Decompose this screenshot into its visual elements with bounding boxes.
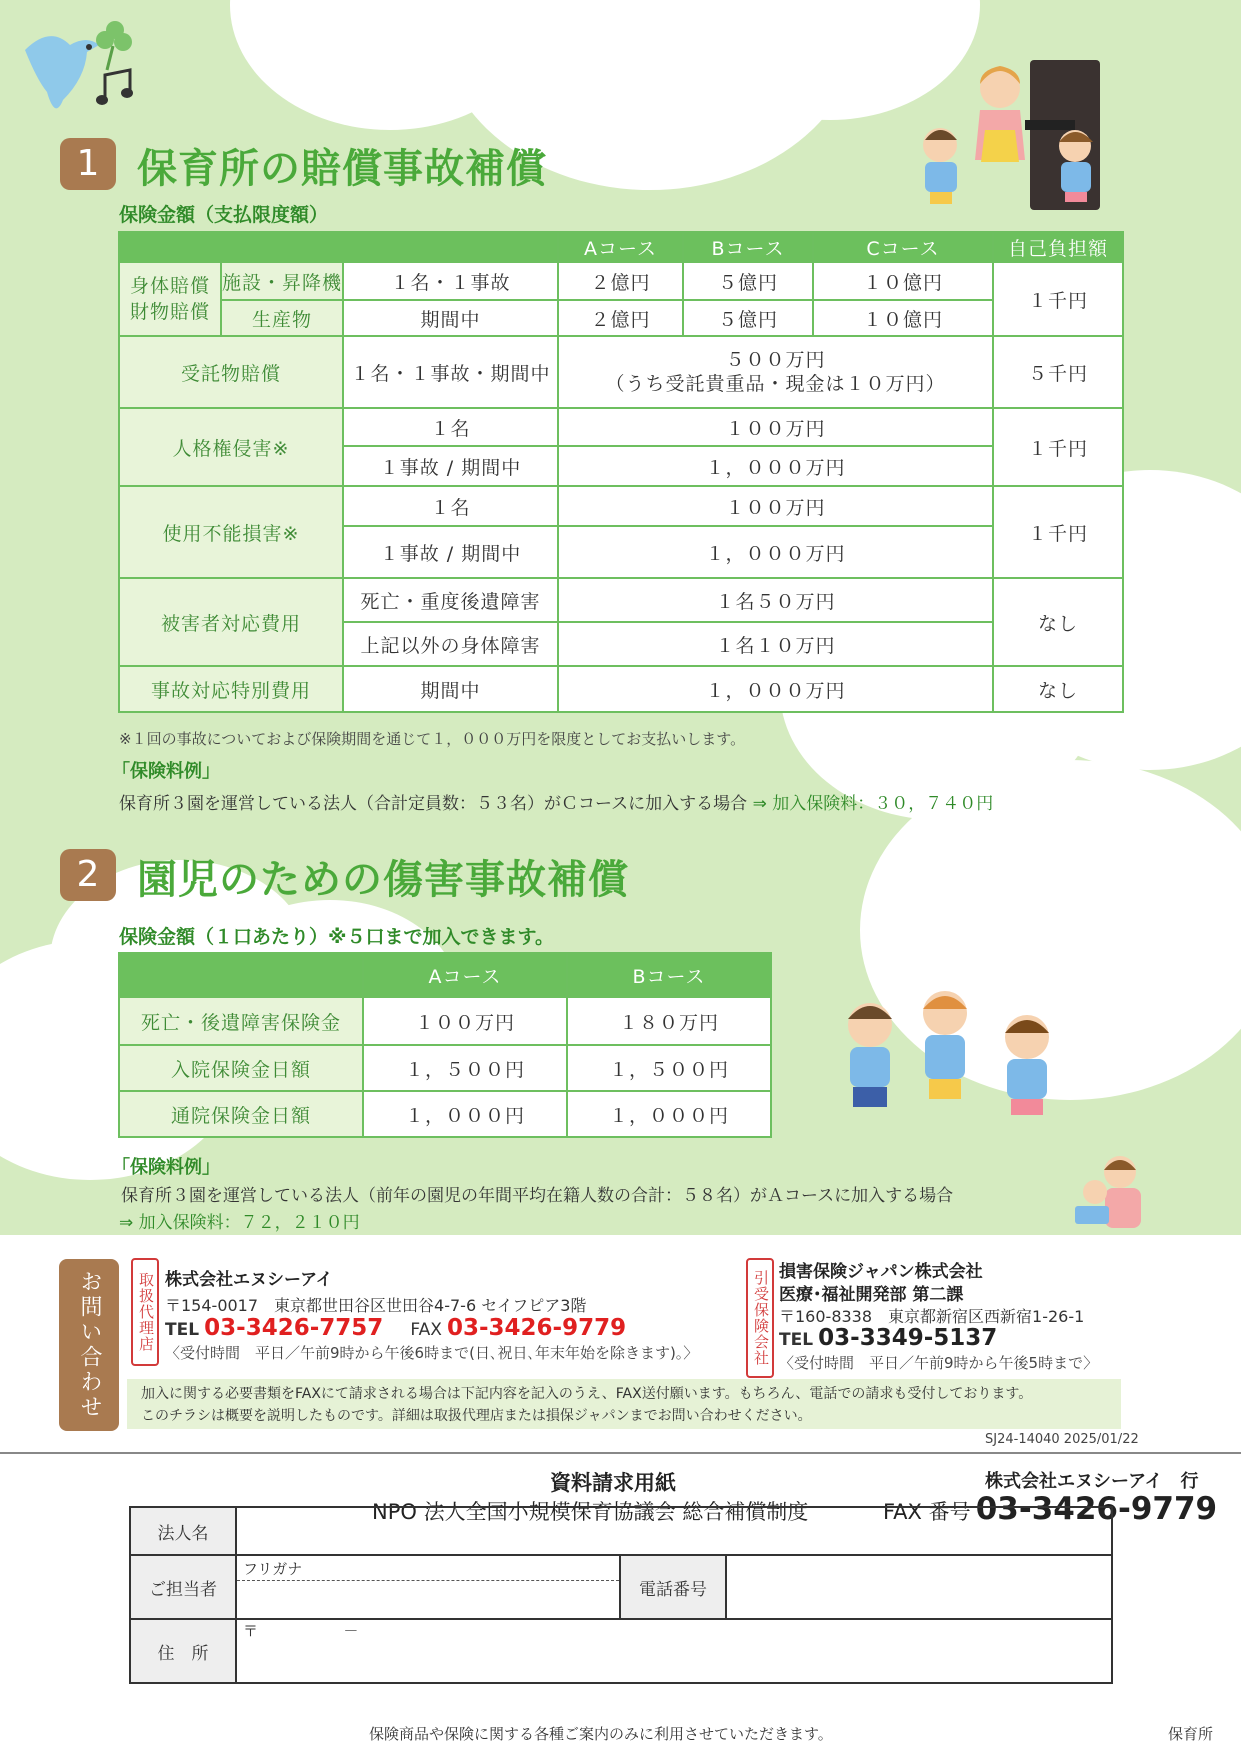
insurer-tag: 引受保険会社 bbox=[746, 1258, 774, 1378]
row-victim-deductible: なし bbox=[993, 578, 1123, 666]
row-product-b: ５億円 bbox=[683, 300, 813, 336]
form-postal-dash: － bbox=[343, 1622, 359, 1640]
section1-subheading: 保険金額（支払限度額） bbox=[119, 204, 329, 226]
row-victim-label: 被害者対応費用 bbox=[119, 578, 343, 666]
form-phone-field[interactable] bbox=[726, 1555, 1112, 1619]
table-header-blank bbox=[119, 232, 558, 262]
s2-header-blank bbox=[119, 953, 363, 997]
row-loss-of-use-cond-b: １事故 / 期間中 bbox=[343, 526, 558, 578]
row-custody-amount-note: （うち受託貴重品・現金は１０万円） bbox=[605, 373, 946, 395]
form-title: 資料請求用紙 bbox=[550, 1471, 676, 1495]
table-header-course-c: Cコース bbox=[813, 232, 993, 262]
section2-number: 2 bbox=[60, 849, 116, 901]
agent-fax-label: FAX bbox=[410, 1320, 442, 1340]
contact-notice-line2: このチラシは概要を説明したものです。詳細は取扱代理店または損保ジャパンまでお問い合わせください。 bbox=[141, 1408, 812, 1424]
contact-tab: お問い合わせ先 bbox=[59, 1259, 119, 1431]
form-person-field[interactable] bbox=[236, 1555, 620, 1619]
form-furigana-label: フリガナ bbox=[237, 1556, 619, 1581]
section1-example-premium: ⇒ 加入保険料：３０，７４０円 bbox=[752, 794, 994, 814]
row-custody-deductible: ５千円 bbox=[993, 336, 1123, 408]
s2-row-hospital-a: １，５００円 bbox=[363, 1045, 567, 1091]
request-form-table bbox=[129, 1506, 1113, 1684]
form-fax-number: 03-3426-9779 bbox=[975, 1491, 1218, 1527]
agent-tel-label: TEL bbox=[165, 1320, 200, 1340]
section1-number: 1 bbox=[60, 138, 116, 190]
agent-name: 株式会社エヌシーアイ bbox=[165, 1270, 333, 1290]
contact-notice-line1: 加入に関する必要書類をFAXにて請求される場合は下記内容を記入のうえ、FAX送付願います。もちろん、電話での請求も受付しております。 bbox=[141, 1386, 1033, 1402]
row-product-a: ２億円 bbox=[558, 300, 683, 336]
row-facility-label: 施設・昇降機 bbox=[221, 262, 343, 300]
row-loss-of-use-label: 使用不能損害※ bbox=[119, 486, 343, 578]
row-loss-of-use-val-a: １００万円 bbox=[558, 486, 993, 526]
document-code: SJ24-14040 2025/01/22 bbox=[985, 1432, 1139, 1447]
section2-example-premium: ⇒ 加入保険料：７２，２１０円 bbox=[119, 1213, 360, 1233]
s2-row-outpatient-label: 通院保険金日額 bbox=[119, 1091, 363, 1137]
section2-subheading: 保険金額（１口あたり）※５口まで加入できます。 bbox=[119, 926, 554, 948]
row-personality-deductible: １千円 bbox=[993, 408, 1123, 486]
section2-table bbox=[118, 952, 772, 1138]
agent-fax-number: 03-3426-9779 bbox=[446, 1315, 627, 1341]
agent-phone-line bbox=[165, 1315, 626, 1341]
form-postal-mark: 〒 bbox=[243, 1622, 259, 1640]
section1-table bbox=[118, 231, 1124, 713]
row-custody-amount: ５００万円 bbox=[725, 349, 826, 371]
s2-row-death-b: １８０万円 bbox=[567, 997, 771, 1045]
row-loss-of-use-cond-a: １名 bbox=[343, 486, 558, 526]
section2-example-text: 保育所３園を運営している法人（前年の園児の年間平均在籍人数の合計：５８名）がＡコースに加入する場合 bbox=[121, 1186, 954, 1206]
row-personality-cond-b: １事故 / 期間中 bbox=[343, 446, 558, 486]
row-custody-value bbox=[558, 336, 993, 408]
table-header-course-b: Bコース bbox=[683, 232, 813, 262]
section1-title: 保育所の賠償事故補償 bbox=[137, 146, 547, 192]
form-phone-label: 電話番号 bbox=[620, 1555, 726, 1619]
row-facility-a: ２億円 bbox=[558, 262, 683, 300]
insurer-tel-label: TEL bbox=[779, 1330, 814, 1350]
section1-footnote: ※１回の事故についておよび保険期間を通じて１，０００万円を限度としてお支払いします。 bbox=[119, 730, 746, 748]
agent-tel-number: 03-3426-7757 bbox=[204, 1315, 384, 1341]
row-victim-val-b: １名１０万円 bbox=[558, 622, 993, 666]
row-victim-cond-b: 上記以外の身体障害 bbox=[343, 622, 558, 666]
form-corp-label: 法人名 bbox=[130, 1507, 236, 1555]
agent-hours: 〈受付時間 平日／午前9時から午後6時まで(日､祝日､年末年始を除きます)｡〉 bbox=[165, 1344, 699, 1362]
row-bodily-property-label: 身体賠償 財物賠償 bbox=[119, 262, 221, 336]
s2-row-outpatient-b: １，０００円 bbox=[567, 1091, 771, 1137]
form-subtitle: NPO 法人全国小規模保育協議会 総合補償制度 bbox=[372, 1500, 809, 1524]
row-facility-c: １０億円 bbox=[813, 262, 993, 300]
row-loss-of-use-val-b: １，０００万円 bbox=[558, 526, 993, 578]
agent-address: 〒154-0017 東京都世田谷区世田谷4-7-6 セイフピア3階 bbox=[165, 1296, 587, 1315]
section1-example-text: 保育所３園を運営している法人（合計定員数：５３名）がＣコースに加入する場合 bbox=[119, 794, 748, 814]
insurer-tel-number: 03-3349-5137 bbox=[818, 1325, 998, 1351]
row-custody-condition: １名・１事故・期間中 bbox=[343, 336, 558, 408]
teacher-piano-illustration bbox=[925, 50, 1115, 230]
row-special-label: 事故対応特別費用 bbox=[119, 666, 343, 712]
s2-row-hospital-b: １，５００円 bbox=[567, 1045, 771, 1091]
s2-row-outpatient-a: １，０００円 bbox=[363, 1091, 567, 1137]
table-header-deductible: 自己負担額 bbox=[993, 232, 1123, 262]
s2-row-death-a: １００万円 bbox=[363, 997, 567, 1045]
row-personality-label: 人格権侵害※ bbox=[119, 408, 343, 486]
row-special-deductible: なし bbox=[993, 666, 1123, 712]
children-singing-illustration bbox=[835, 975, 1070, 1155]
s2-row-hospital-label: 入院保険金日額 bbox=[119, 1045, 363, 1091]
s2-header-course-a: Aコース bbox=[363, 953, 567, 997]
agent-tag: 取扱代理店 bbox=[131, 1258, 159, 1366]
form-footer-privacy: 保険商品や保険に関する各種ご案内のみに利用させていただきます。 bbox=[369, 1725, 833, 1743]
insurer-address: 〒160-8338 東京都新宿区西新宿1-26-1 bbox=[779, 1307, 1085, 1326]
form-recipient: 株式会社エヌシーアイ 行 bbox=[985, 1471, 1199, 1492]
insurer-hours: 〈受付時間 平日／午前9時から午後5時まで〉 bbox=[779, 1354, 1099, 1372]
insurer-name: 損害保険ジャパン株式会社 bbox=[779, 1262, 983, 1282]
section1-example-line bbox=[119, 789, 993, 814]
form-footer-right: 保育所 bbox=[1168, 1725, 1214, 1743]
s2-header-course-b: Bコース bbox=[567, 953, 771, 997]
row-bodily-deductible: １千円 bbox=[993, 262, 1123, 336]
row-personality-cond-a: １名 bbox=[343, 408, 558, 446]
row-loss-of-use-deductible: １千円 bbox=[993, 486, 1123, 578]
mother-child-reading-illustration bbox=[1065, 1150, 1155, 1235]
section2-title: 園児のための傷害事故補償 bbox=[137, 857, 629, 903]
form-corp-field[interactable] bbox=[236, 1507, 1112, 1555]
row-product-condition: 期間中 bbox=[343, 300, 558, 336]
form-fax-label: FAX 番号 bbox=[883, 1500, 971, 1524]
row-special-condition: 期間中 bbox=[343, 666, 558, 712]
row-facility-condition: １名・１事故 bbox=[343, 262, 558, 300]
form-address-field[interactable] bbox=[236, 1619, 1112, 1683]
section1-example-heading: 「保険料例」 bbox=[112, 761, 220, 782]
table-header-course-a: Aコース bbox=[558, 232, 683, 262]
section2-example-heading: 「保険料例」 bbox=[112, 1157, 220, 1178]
row-personality-val-b: １，０００万円 bbox=[558, 446, 993, 486]
row-facility-b: ５億円 bbox=[683, 262, 813, 300]
cut-line-divider bbox=[0, 1452, 1241, 1454]
form-person-label: ご担当者 bbox=[130, 1555, 236, 1619]
row-product-label: 生産物 bbox=[221, 300, 343, 336]
row-special-value: １，０００万円 bbox=[558, 666, 993, 712]
row-product-c: １０億円 bbox=[813, 300, 993, 336]
row-victim-val-a: １名５０万円 bbox=[558, 578, 993, 622]
insurer-department: 医療･福祉開発部 第二課 bbox=[779, 1285, 964, 1305]
row-custody-label: 受託物賠償 bbox=[119, 336, 343, 408]
s2-row-death-label: 死亡・後遺障害保険金 bbox=[119, 997, 363, 1045]
row-personality-val-a: １００万円 bbox=[558, 408, 993, 446]
row-victim-cond-a: 死亡・重度後遺障害 bbox=[343, 578, 558, 622]
music-note-icon bbox=[95, 60, 145, 110]
contact-notice-box bbox=[127, 1379, 1121, 1429]
form-address-label: 住 所 bbox=[130, 1619, 236, 1683]
insurer-phone-line bbox=[779, 1325, 997, 1351]
